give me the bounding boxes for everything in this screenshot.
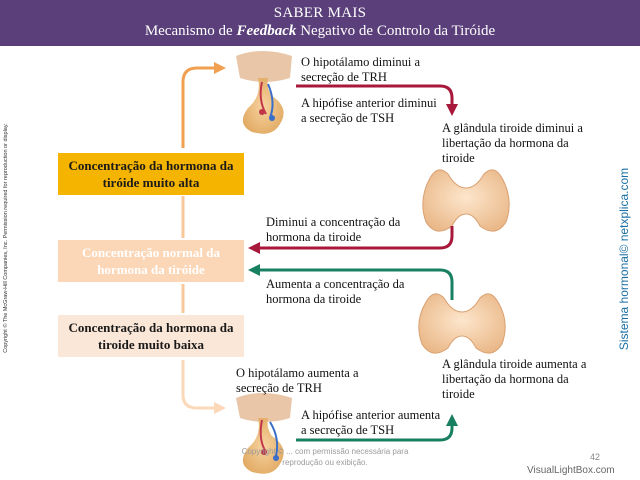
slide-subtitle: Mecanismo de Feedback Negativo de Controlo da Tiróide	[144, 23, 496, 39]
watermark-text: Copyright © ... com permissão necessária para reprodução ou exibição.	[241, 447, 409, 467]
thyroid-gland-upper	[423, 170, 509, 231]
side-credit: Sistema hormonal© netxplica.com	[617, 167, 631, 351]
box-normal-concentration: Concentração normal da hormona da tiróide	[58, 240, 244, 282]
label-pituitary-decreases: A hipófise anterior diminui a secreção de TSH	[301, 96, 437, 125]
label-thyroid-decreases: A glândula tiroide diminui a libertação da hormona da tiroide	[442, 121, 583, 165]
slide-title: SABER MAIS	[273, 5, 367, 21]
label-thyroid-increases: A glândula tiroide aumenta a libertação da hormona da tiroide	[442, 357, 587, 401]
copyright-notice: Copyright © The McGraw-Hill Companies, Inc. Permission required for reproduction or display.	[3, 123, 9, 353]
label-pituitary-increases: A hipófise anterior aumenta a secreção de TSH	[301, 408, 441, 437]
hypothalamus-pituitary-top	[236, 51, 292, 134]
label-hypothalamus-decreases: O hipotálamo diminui a secreção de TRH	[301, 55, 421, 84]
label-hypothalamus-increases: O hipotálamo aumenta a secreção de TRH	[236, 366, 359, 395]
box-high-concentration: Concentração da hormona da tiróide muito alta	[58, 153, 244, 195]
left-flow-line	[183, 62, 226, 414]
thyroid-gland-lower	[419, 294, 505, 353]
page-number: 42	[590, 452, 601, 462]
box-low-concentration: Concentração da hormona da tiroide muito baixa	[58, 315, 244, 357]
subtitle-italic: Feedback	[236, 23, 297, 39]
footer-brand: VisualLightBox.com	[527, 465, 615, 476]
label-decreases-concentration: Diminui a concentração da hormona da tiroide	[266, 215, 401, 244]
label-increases-concentration: Aumenta a concentração da hormona da tiroide	[266, 277, 405, 306]
